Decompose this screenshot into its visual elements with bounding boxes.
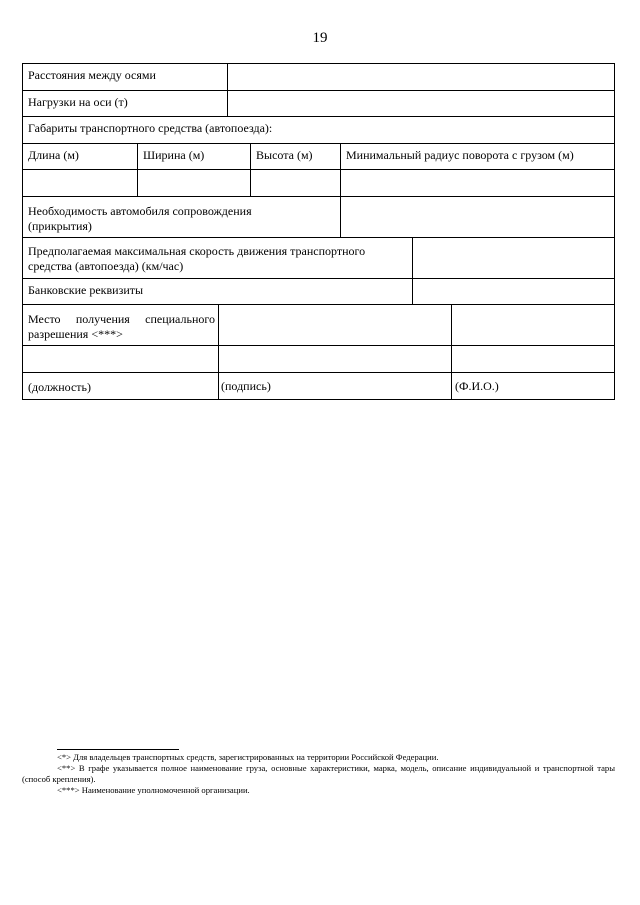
row-permit-place bbox=[23, 304, 614, 345]
label-position: (должность) bbox=[28, 380, 91, 394]
footnote-2: <**> В графе указывается полное наименование груза, основные характеристики, марка, модель, описание индивидуальной и транспортной тары (способ крепления). bbox=[22, 763, 615, 784]
field-bank-details[interactable] bbox=[412, 279, 614, 304]
label-full-name: (Ф.И.О.) bbox=[451, 373, 614, 399]
label-escort-line2: (прикрытия) bbox=[28, 219, 92, 233]
row-dimension-values bbox=[23, 169, 614, 196]
label-escort bbox=[23, 197, 340, 237]
row-axle-distances bbox=[23, 64, 614, 90]
field-signature[interactable] bbox=[218, 346, 451, 372]
label-axle-loads: Нагрузки на оси (т) bbox=[28, 95, 128, 109]
label-length: Длина (м) bbox=[28, 148, 79, 162]
field-full-name[interactable] bbox=[451, 346, 614, 372]
footnote-1: <*> Для владельцев транспортных средств, зарегистрированных на территории Российской Федерации. bbox=[57, 752, 439, 762]
field-permit-place-2[interactable] bbox=[451, 305, 614, 345]
field-length[interactable] bbox=[23, 170, 137, 196]
application-form-table bbox=[22, 63, 615, 400]
label-escort-line1: Необходимость автомобиля сопровождения bbox=[28, 204, 252, 218]
field-axle-loads[interactable] bbox=[227, 91, 614, 116]
label-height: Высота (м) bbox=[250, 144, 340, 169]
label-width: Ширина (м) bbox=[137, 144, 250, 169]
footnote-3: <***> Наименование уполномоченной организации. bbox=[57, 785, 250, 795]
row-dimensions-header bbox=[23, 116, 614, 143]
label-max-speed: Предполагаемая максимальная скорость движения транспортного средства (автопоезда) (км/час) bbox=[28, 244, 366, 273]
row-signature-blank bbox=[23, 345, 614, 372]
field-escort[interactable] bbox=[340, 197, 614, 237]
field-permit-place-1[interactable] bbox=[218, 305, 451, 345]
label-dimensions-header: Габариты транспортного средства (автопоезда): bbox=[28, 121, 273, 135]
row-signature-labels bbox=[23, 372, 614, 399]
label-signature: (подпись) bbox=[218, 373, 451, 399]
row-max-speed bbox=[23, 237, 614, 278]
field-width[interactable] bbox=[137, 170, 250, 196]
row-dimension-labels bbox=[23, 143, 614, 169]
label-axle-distances: Расстояния между осями bbox=[28, 68, 156, 82]
footnotes bbox=[22, 749, 615, 796]
footnote-separator bbox=[57, 749, 179, 750]
label-bank-details: Банковские реквизиты bbox=[28, 283, 144, 297]
field-max-speed[interactable] bbox=[412, 238, 614, 278]
field-position[interactable] bbox=[23, 346, 218, 372]
label-turning-radius: Минимальный радиус поворота с грузом (м) bbox=[340, 144, 614, 169]
page-number: 19 bbox=[312, 30, 328, 46]
row-escort bbox=[23, 196, 614, 237]
field-height[interactable] bbox=[250, 170, 340, 196]
field-axle-distances[interactable] bbox=[227, 64, 614, 90]
field-turning-radius[interactable] bbox=[340, 170, 614, 196]
row-bank-details bbox=[23, 278, 614, 304]
label-permit-place: Место получения специального разрешения <***> bbox=[28, 312, 215, 341]
row-axle-loads bbox=[23, 90, 614, 116]
